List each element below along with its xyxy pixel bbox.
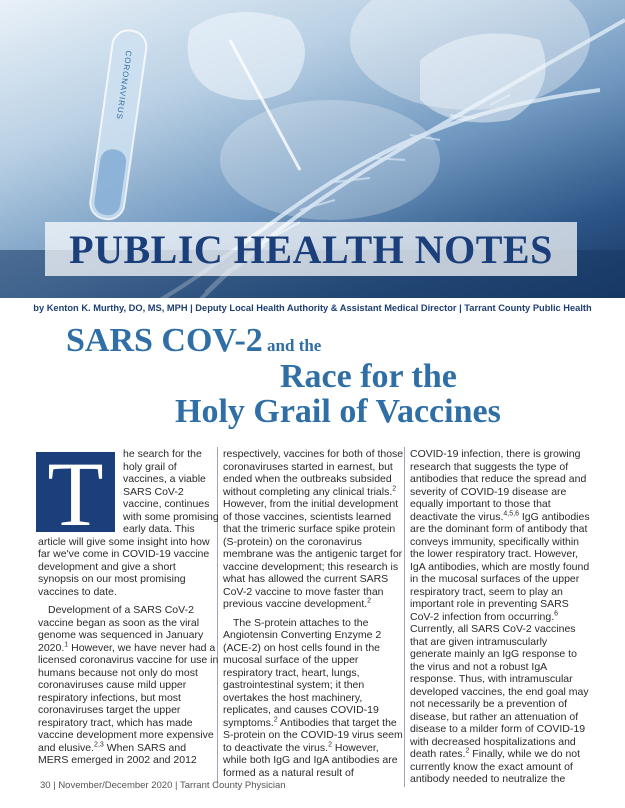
article-title-line3: Holy Grail of Vaccines <box>175 393 501 430</box>
article-column-1 <box>38 443 219 767</box>
byline: by Kenton K. Murthy, DO, MS, MPH | Deputy Local Health Authority & Assistant Medical Director | Tarrant County Public Health <box>33 303 592 313</box>
paragraph: COVID-19 infection, there is growing research that suggests the type of antibodies that reduce the spread and severity of COVID-19 disease are equally important to those that deactivate the virus.$^{4,5,6}$ IgG antibodies are the dominant form of antibody that conveys immunity, specifically within the lower respiratory tract. However, IgA antibodies, which are mostly found in the mucosal surfaces of the upper respiratory tract, seem to play an important role in preventing SARS CoV-2 infection from occurring.$^6$ Currently, all SARS CoV-2 vaccines that are given intramuscularly generate mainly an IgG response to the virus and not a robust IgA response. Thus, with intramuscular developed vaccines, the end goal may not necessarily be a prevention of disease, but rather an attenuation of disease to a milder form of COVID-19 with decreased hospitalizations and death rates.$^2$ Finally, while we do not currently know the exact amount of antibody needed to neutralize the <box>410 448 590 785</box>
test-tube <box>88 28 148 221</box>
paragraph: respectively, vaccines for both of those coronaviruses started in earnest, but ended when the outbreaks subsided without completing any clinical trials.$^2$ However, from the initial development of those vaccines, scientists learned that the trimeric surface spike protein (S-protein) on the coronavirus membrane was the antigenic target for vaccine development; this research is what has allowed the current SARS CoV-2 vaccine to move faster than previous vaccine development.$^2$ <box>223 448 404 610</box>
banner <box>45 222 577 276</box>
page-footer: 30 | November/December 2020 | Tarrant County Physician <box>40 780 286 791</box>
article-title-line1 <box>66 322 321 360</box>
paragraph: The S-protein attaches to the Angiotensin Converting Enzyme 2 (ACE-2) on host cells found in the mucosal surface of the upper respiratory tract, heart, lungs, gastrointestinal system; it then overtakes the host machinery, replicates, and causes COVID-19 symptoms.$^2$ Antibodies that target the S-protein on the COVID-19 virus seem to deactivate the virus.$^2$ However, while both IgG and IgA antibodies are formed as a natural result of <box>223 616 403 779</box>
banner-title: PUBLIC HEALTH NOTES <box>69 226 553 272</box>
paragraph: Development of a SARS CoV-2 vaccine began as soon as the viral genome was sequenced in January 2020.$^1$ However, we have never had a licensed coronavirus vaccine for use in humans because not only do most coronaviruses cause mild upper respiratory infections, but most coronaviruses target the upper respiratory tract, which has made vaccine development more expensive and elusive.$^{2,3}$ When SARS and MERS emerged in 2002 and 2012 <box>38 604 219 766</box>
article-title-line2: Race for the <box>280 358 457 395</box>
paragraph: he search for the holy grail of vaccines, a viable SARS CoV-2 vaccine, continues with some promising early data. This article will give some insight into how far we've come in COVID-19 vaccine development and give a short synopsis on our most promising vaccines to date. <box>38 448 219 598</box>
drop-cap: T <box>36 452 115 532</box>
tube-label: CORONAVIRUS <box>114 49 134 121</box>
gloved-hand <box>188 12 306 100</box>
column-divider <box>404 447 405 787</box>
article-column-2 <box>223 448 404 779</box>
title-part-big: SARS COV-2 <box>66 322 263 359</box>
article-column-3 <box>410 448 591 786</box>
title-part-small: and the <box>262 336 322 355</box>
header-image <box>0 0 625 298</box>
